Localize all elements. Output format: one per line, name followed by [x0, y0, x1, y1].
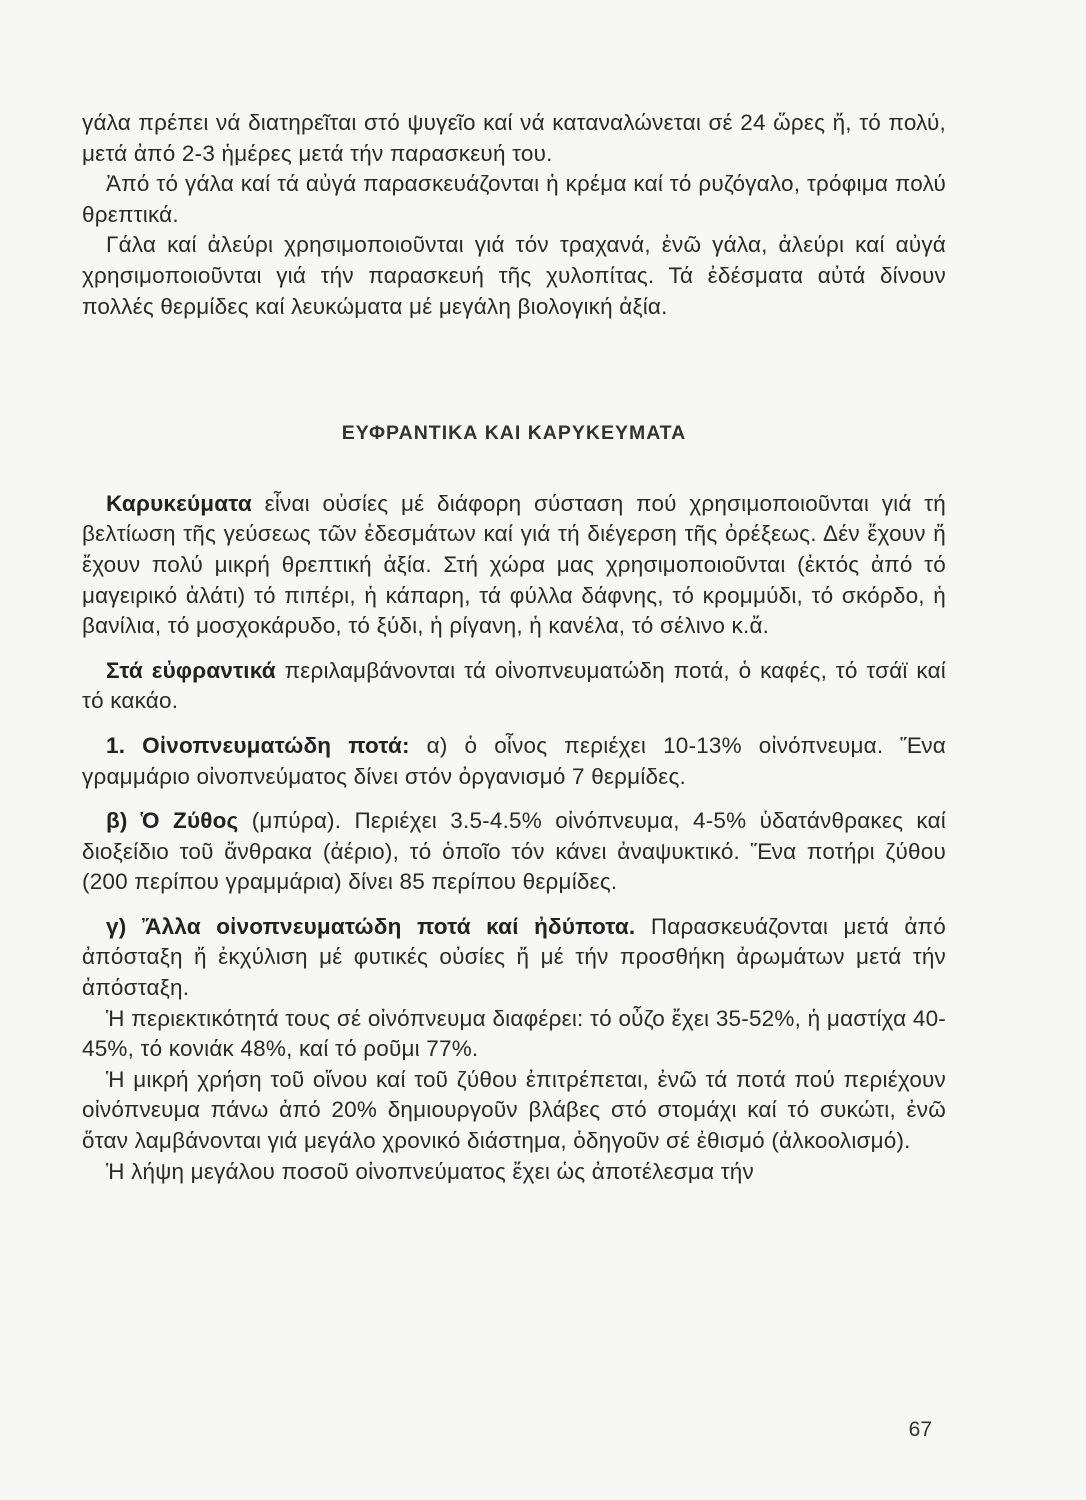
text-item1: α) ὁ οἶνος περιέχει 10-13% οἰνόπνευμα. Ἕνα γραμμάριο οἰνοπνεύματος δίνει στόν ὀργανισμό 7 θερμίδες.: [82, 732, 946, 789]
intro-paragraph-cream: Ἀπό τό γάλα καί τά αὐγά παρασκευάζονται ἡ κρέμα καί τό ρυζόγαλο, τρόφιμα πολύ θρεπτικά.: [82, 171, 946, 227]
paragraph-last: Ἡ λήψη μεγάλου ποσοῦ οἰνοπνεύματος ἔχει ὡς ἀποτέλεσμα τήν: [106, 1158, 754, 1184]
label-gamma: γ) Ἄλλα οἰνοπνευματώδη ποτά καί ἠδύποτα.: [106, 913, 636, 939]
section-title: ΕΥΦΡΑΝΤΙΚΑ ΚΑΙ ΚΑΡΥΚΕΥΜΑΤΑ: [341, 422, 687, 445]
term-eufrantika: Στά εὐφραντικά: [106, 657, 276, 683]
text-gamma: Παρασκευάζονται μετά ἀπό ἀπόσταξη ἤ ἐκχύλιση μέ φυτικές οὐσίες ἤ μέ τήν προσθήκη ἀρωμάτων μετά τήν ἀπόσταξη.: [82, 913, 946, 1001]
label-item1: 1. Οἰνοπνευματώδη ποτά:: [106, 732, 410, 758]
paragraph-content: Ἡ περιεκτικότητά τους σέ οἰνόπνευμα διαφέρει: τό οὖζο ἔχει 35-52%, ἡ μαστίχα 40-45%, τό κονιάκ 48%, καί τό ροῦμι 77%.: [82, 1005, 946, 1062]
paragraph-eufrantika: [82, 656, 946, 717]
paragraph-item1: [82, 731, 946, 792]
term-karykeumata: Καρυκεύματα: [106, 490, 252, 516]
intro-paragraph-trachanas: Γάλα καί ἀλεύρι χρησιμοποιοῦνται γιά τόν τραχανά, ἐνῶ γάλα, ἀλεύρι καί αὐγά χρησιμοποιοῦνται γιά τήν παρασκευή τῆς χυλοπίτας. Τά ἐδέσματα αὐτά δίνουν πολλές θερμίδες καί λευκώματα μέ μεγάλη βιολογική ἀξία.: [82, 232, 946, 319]
label-beta: β) Ὁ Ζύθος: [106, 808, 239, 834]
paragraph-use: Ἡ μικρή χρήση τοῦ οἴνου καί τοῦ ζύθου ἐπιτρέπεται, ἐνῶ τά ποτά πού περιέχουν οἰνόπνευμα πάνω ἀπό 20% δημιουργοῦν βλάβες στό στομάχι καί τό συκώτι, ἐνῶ ὅταν λαμβάνονται γιά μεγάλο χρονικό διάστημα, ὁδηγοῦν σέ ἐθισμό (ἀλκοολισμό).: [82, 1066, 946, 1154]
intro-paragraph-milk: γάλα πρέπει νά διατηρεῖται στό ψυγεῖο καί νά καταναλώνεται σέ 24 ὥρες ἤ, τό πολύ, μετά ἀπό 2-3 ἡμέρες μετά τήν παρασκευή του.: [82, 110, 946, 166]
page-body: [82, 108, 946, 1187]
paragraph-beta: [82, 806, 946, 898]
text-karykeumata: εἶναι οὐσίες μέ διάφορη σύσταση πού χρησιμοποιοῦνται γιά τή βελτίωση τῆς γεύσεως τῶν ἐδεσμάτων καί γιά τή διέγερση τῆς ὀρέξεως. Δέν ἔχουν ἤ ἔχουν πολύ μικρή θρεπτική ἀξία. Στή χώρα μας χρησιμοποιοῦνται (ἐκτός ἀπό τό μαγειρικό ἀλάτι) τό πιπέρι, ἡ κάπαρη, τά φύλλα δάφνης, τό κρομμύδι, τό σκόρδο, ἡ βανίλια, τό μοσχοκάρυδο, τό ξύδι, ἡ ρίγανη, ἡ κανέλα, τό σέλινο κ.ἄ.: [82, 490, 946, 639]
paragraph-karykeumata: [82, 489, 946, 642]
paragraph-gamma: [82, 912, 946, 1004]
text-beta: (μπύρα). Περιέχει 3.5-4.5% οἰνόπνευμα, 4-5% ὑδατάνθρακες καί διοξείδιο τοῦ ἄνθρακα (ἀέριο), τό ὁποῖο τόν κάνει ἀναψυκτικό. Ἕνα ποτήρι ζύθου (200 περίπου γραμμάρια) δίνει 85 περίπου θερμίδες.: [82, 808, 946, 895]
text-eufrantika: περιλαμβάνονται τά οἰνοπνευματώδη ποτά, ὁ καφές, τό τσάϊ καί τό κακάο.: [82, 657, 946, 714]
page-number: 67: [908, 1418, 932, 1441]
